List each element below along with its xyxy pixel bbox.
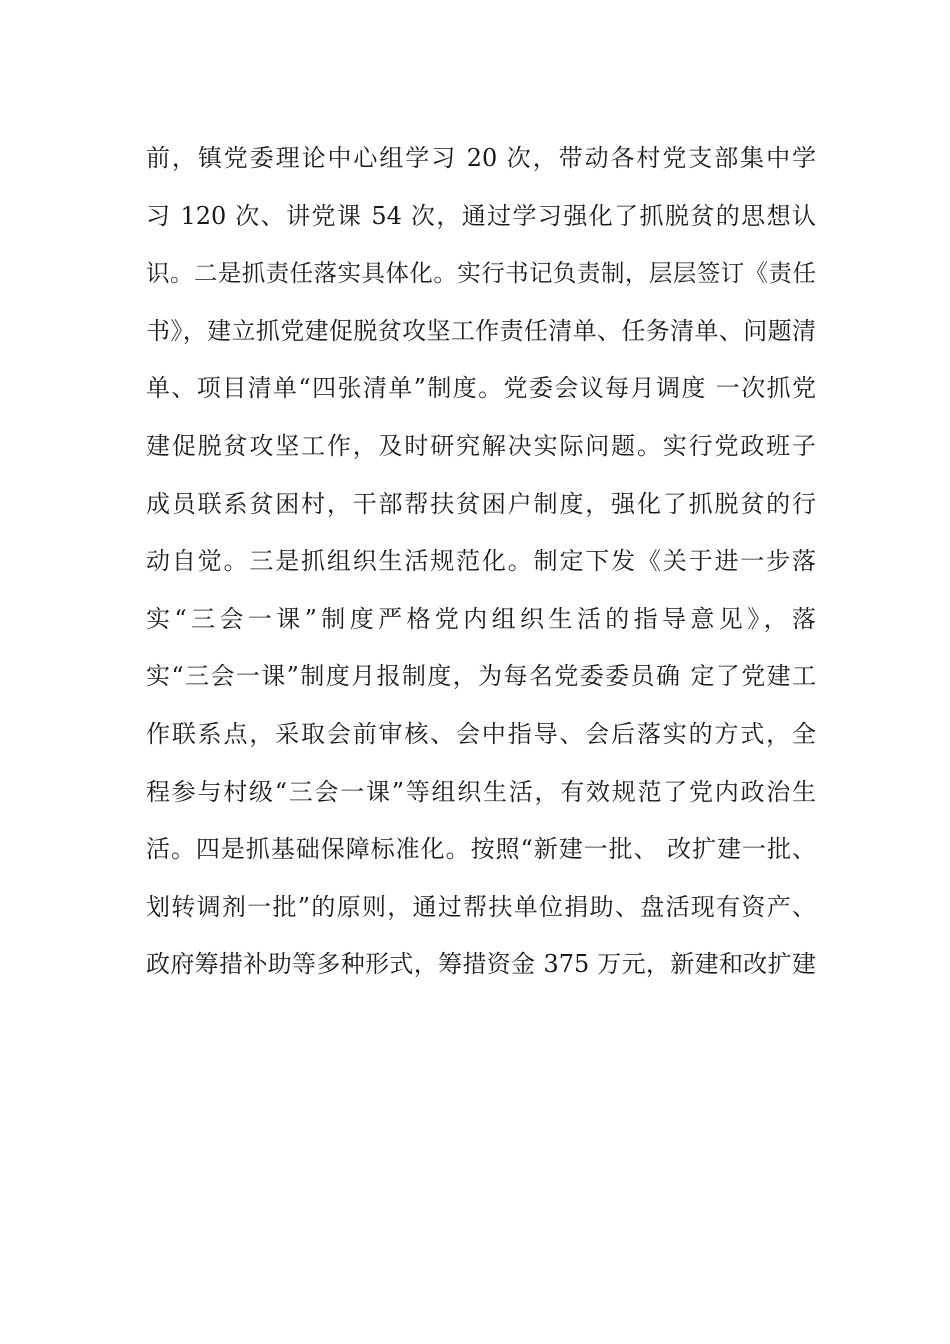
text-line: 识。二是抓责任落实具体化。实行书记负责制，层层签订《责任 xyxy=(146,259,816,288)
text-line: 动自觉。三是抓组织生活规范化。制定下发《关于进一步落 xyxy=(146,547,816,576)
text-line: 书》，建立抓党建促脱贫攻坚工作责任清单、任务清单、问题清 xyxy=(146,316,816,345)
text-line: 前，镇党委理论中心组学习 20 次，带动各村党支部集中学 xyxy=(146,144,816,172)
text-line: 成员联系贫困村，干部帮扶贫困户制度，强化了抓脱贫的行 xyxy=(146,489,816,518)
text-line: 实“三会一课”制度严格党内组织生活的指导意见》，落 xyxy=(146,604,816,633)
text-line: 作联系点，采取会前审核、会中指导、会后落实的方式，全 xyxy=(146,719,816,748)
text-line: 习 120 次、讲党课 54 次，通过学习强化了抓脱贫的思想认 xyxy=(146,201,816,230)
text-line: 程参与村级“三会一课”等组织生活，有效规范了党内政治生 xyxy=(146,777,816,806)
text-line: 划转调剂一批”的原则，通过帮扶单位捐助、盘活现有资产、 xyxy=(146,892,816,921)
text-line: 实“三会一课”制度月报制度，为每名党委委员确 定了党建工 xyxy=(146,662,816,691)
text-line: 单、项目清单“四张清单”制度。党委会议每月调度 一次抓党 xyxy=(146,374,816,403)
body-text xyxy=(146,130,816,994)
text-line: 活。四是抓基础保障标准化。按照“新建一批、 改扩建一批、 xyxy=(146,835,816,864)
text-line: 政府筹措补助等多种形式，筹措资金 375 万元，新建和改扩建 xyxy=(146,950,816,979)
text-line: 建促脱贫攻坚工作，及时研究解决实际问题。实行党政班子 xyxy=(146,431,816,460)
